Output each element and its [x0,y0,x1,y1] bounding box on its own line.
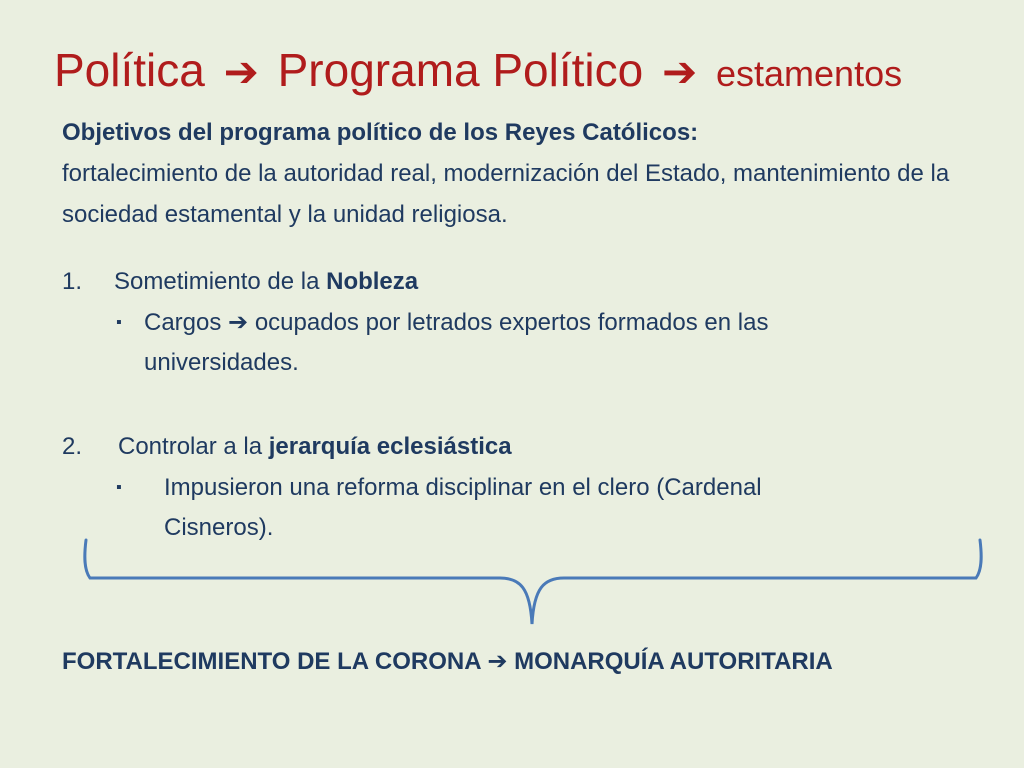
curly-brace-icon [80,536,990,632]
conclusion-line [62,642,1022,682]
arrow-right-icon: ➔ [662,48,698,95]
conclusion-left: FORTALECIMIENTO DE LA CORONA [62,648,481,675]
conclusion-right: MONARQUÍA AUTORITARIA [514,648,833,675]
list-item-2 [62,427,512,467]
sub-bullet-1 [144,303,768,383]
arrow-right-icon: ➔ [228,309,249,336]
list-item-bold: Nobleza [326,268,419,295]
intro-bold-lead: Objetivos del programa político de los Reyes Católicos: [62,119,699,146]
sub-bullet-text: universidades. [144,349,299,376]
arrow-right-icon: ➔ [223,48,259,95]
intro-body: fortalecimiento de la autoridad real, modernización del Estado, mantenimiento de la sociedad estamental y la unidad religiosa. [62,160,950,228]
square-bullet-icon: ▪ [116,314,122,331]
list-item-text: Sometimiento de la [114,268,327,295]
title-part-estamentos: estamentos [716,53,903,94]
list-item-text: Controlar a la [118,433,269,460]
list-item-bold: jerarquía eclesiástica [268,433,512,460]
square-bullet-icon: ▪ [116,479,122,496]
sub-bullet-text: Cisneros). [164,514,274,541]
list-item-1 [62,262,418,302]
sub-bullet-text: ocupados por letrados expertos formados en las [248,309,769,336]
title-part-politica: Política [54,44,205,96]
list-number: 2. [62,433,83,460]
arrow-right-icon: ➔ [487,648,508,675]
title-part-programa: Programa Político [277,44,644,96]
sub-bullet-text: Cargos [144,309,229,336]
slide-title [54,40,1014,104]
intro-paragraph [62,112,1002,235]
list-number: 1. [62,268,83,295]
sub-bullet-text: Impusieron una reforma disciplinar en el clero (Cardenal [164,474,762,501]
